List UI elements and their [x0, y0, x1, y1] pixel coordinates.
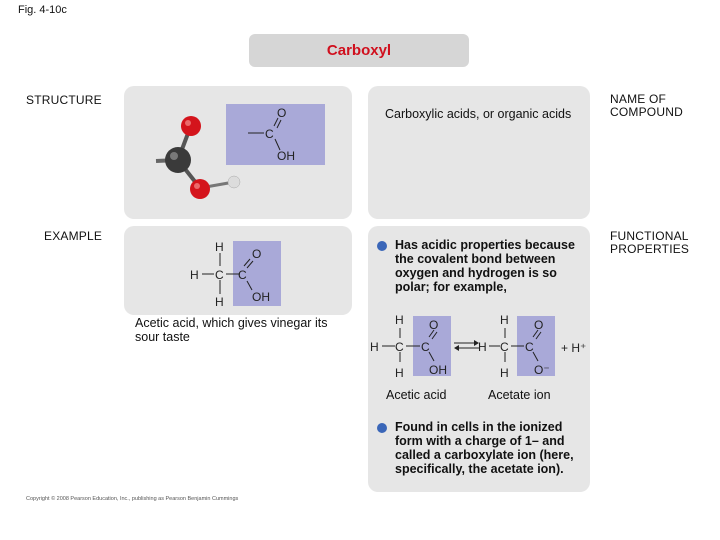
compound-name: Carboxylic acids, or organic acids [385, 107, 572, 121]
functional-property-2: Found in cells in the ionized form with a charge of 1– and called a carboxylate ion (here, specifically, the acetate ion). [395, 420, 574, 476]
copyright-notice: Copyright © 2008 Pearson Education, Inc., publishing as Pearson Benjamin Cummings [26, 496, 239, 502]
atom-oh: OH [429, 363, 447, 377]
atom-h: H [500, 366, 509, 380]
row-label-example: EXAMPLE [44, 229, 103, 243]
atom-c: C [500, 340, 509, 354]
atom-h: H [215, 240, 224, 254]
atom-h: H [478, 340, 487, 354]
column-label-name: NAME OF COMPOUND [610, 92, 683, 119]
atom-c: C [525, 340, 534, 354]
atom-c: C [395, 340, 404, 354]
bullet-icon [377, 423, 387, 433]
page-title: Carboxyl [249, 34, 469, 67]
reaction-label-acetic-acid: Acetic acid [386, 388, 447, 402]
name-panel [368, 86, 590, 219]
bullet-icon [377, 241, 387, 251]
acetic-acid-structural-formula [180, 238, 290, 312]
functional-property-1: Has acidic properties because the covalent bond between oxygen and hydrogen is so polar; for example, [395, 238, 575, 294]
atom-h: H [190, 268, 199, 282]
carbon-atom-icon [165, 147, 191, 173]
carboxyl-structural-formula [226, 104, 325, 165]
atom-o: O [429, 318, 439, 332]
figure-label: Fig. 4-10c [18, 4, 67, 16]
ionization-reaction [368, 310, 590, 382]
atom-oh: OH [252, 290, 270, 304]
atom-o-minus: O⁻ [534, 363, 550, 377]
atom-h: H [370, 340, 379, 354]
atom-h: H [395, 313, 404, 327]
atom-oh: OH [277, 149, 295, 163]
atom-c: C [238, 268, 247, 282]
atom-o: O [252, 247, 262, 261]
atom-o: O [534, 318, 544, 332]
atom-c: C [215, 268, 224, 282]
reaction-label-acetate-ion: Acetate ion [488, 388, 551, 402]
row-label-structure: STRUCTURE [26, 93, 102, 107]
oxygen-atom-icon [190, 179, 210, 199]
plus-hydrogen-ion: + H⁺ [561, 341, 587, 355]
atom-c: C [265, 127, 274, 141]
atom-h: H [500, 313, 509, 327]
atom-h: H [215, 295, 224, 309]
atom-c: C [421, 340, 430, 354]
atom-h: H [395, 366, 404, 380]
oxygen-atom-icon [181, 116, 201, 136]
example-caption: Acetic acid, which gives vinegar its sour taste [135, 316, 328, 344]
atom-o: O [277, 106, 287, 120]
column-label-functional: FUNCTIONAL PROPERTIES [610, 229, 690, 256]
hydrogen-atom-icon [228, 176, 240, 188]
